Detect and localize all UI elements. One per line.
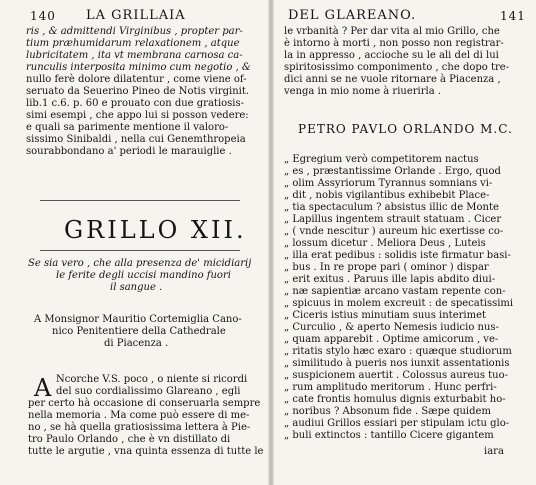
dedication-line: nico Penitentiere della Cathedrale	[52, 326, 226, 337]
body-line: per certo hà occasione di conseruarla sempre	[28, 398, 261, 409]
left-running-head	[0, 8, 268, 24]
chapter-title: GRILLO XII.	[64, 216, 247, 244]
right-running-title: DEL GLAREANO.	[288, 8, 417, 23]
catchword: iara	[484, 446, 504, 457]
latin-line: „ audiui Grillos essiari per stipulam ictu glo-	[284, 418, 510, 429]
latin-line: „ es , præstantissime Orlande . Ergo, quod	[284, 166, 501, 177]
latin-line: „ Egregium verò competitorem nactus	[284, 154, 479, 165]
left-top-line: sourabbondano a' periodi le marauiglie .	[26, 146, 232, 157]
left-top-line: ris , & admittendi Virginibus , propter par-	[26, 26, 243, 37]
right-top-line: la in appresso , accioche su le ali del di lui	[284, 50, 499, 61]
left-top-line: lib.1 c.6. p. 60 e prouato con due gratiosis-	[26, 98, 244, 109]
left-top-line: seruato da Seuerino Pineo de Notis virginit.	[26, 86, 250, 97]
left-top-line: runculis interposita minimo cum negotio , &	[26, 62, 251, 73]
latin-line: „ Curculio , & aperto Nemesis iudicio nus-	[284, 322, 499, 333]
dedication-line: di Piacenza .	[104, 338, 169, 349]
left-running-title: LA GRILLAIA	[86, 8, 186, 23]
latin-line: „ Lapillus ingentem strauit statuam . Cicer	[284, 214, 502, 225]
right-top-line: dici anni se ne vuole ritornare à Piacenza ,	[284, 74, 501, 85]
latin-line: „ lossum dicetur . Meliora Deus , Luteis	[284, 238, 486, 249]
latin-line: „ similitudo à pueris nos iunxit assentationis	[284, 358, 510, 369]
latin-line: „ suspicionem auertit . Colossus aureus tuo-	[284, 370, 508, 381]
body-line: tutte le argutie , vna quinta essenza di tutte le	[28, 446, 264, 457]
latin-line: „ ( vnde nescitur ) aureum hic exertisse co-	[284, 226, 504, 237]
body-line: tro Paulo Orlando , che è vn distillato di	[28, 434, 231, 445]
right-top-line: le vrbanità ? Per dar vita al mio Grillo, che	[284, 26, 500, 37]
latin-line: „ buli extinctos : tantillo Cicere gigantem	[284, 430, 494, 441]
dedication-line: A Monsignor Mauritio Cortemiglia Cano-	[34, 314, 242, 325]
latin-line: „ næ sapientiæ arcano vastam repente con-	[284, 286, 506, 297]
latin-line: „ ritatis stylo hæc exaro : quæque studiorum	[284, 346, 512, 357]
chapter-summary-line: il sangue .	[110, 282, 163, 293]
right-page	[274, 0, 536, 485]
latin-line: „ quam apparebit . Optime amicorum , ve-	[284, 334, 499, 345]
latin-line: „ bus . In re prope pari ( ominor ) dispar	[284, 262, 489, 273]
latin-line: „ Ciceris istius minutiam suus interimet	[284, 310, 487, 321]
latin-line: „ spicuus in molem excreuit : de specatissimi	[284, 298, 514, 309]
chapter-summary-line: le ferite degli uccisi mandino fuori	[56, 270, 231, 281]
chapter-rule-top	[40, 200, 240, 201]
left-top-line: simi esempi , che appo lui si posson vedere:	[26, 110, 249, 121]
left-page-number: 140	[30, 9, 56, 23]
left-top-line: sissimo Sinibaldi , nella cui Genemthropeia	[26, 134, 246, 145]
chapter-summary-line: Se sia vero , che alla presenza de' micidiarij	[28, 258, 252, 269]
left-top-line: e quali sa parimente mentione il valoro-	[26, 122, 229, 133]
body-line: Ncorche V.S. poco , o niente si ricordi	[56, 374, 248, 385]
left-top-line: tium præhumidarum relaxationem , atque	[26, 38, 240, 49]
body-line: del suo cordialissimo Glareano , egli	[56, 386, 241, 397]
left-top-line: lubricitatem , ita vt membrana carnosa ca-	[26, 50, 243, 61]
right-running-head	[274, 8, 536, 24]
latin-line: „ erit exitus . Paruus ille lapis abdito diui-	[284, 274, 496, 285]
body-line: no , se hà quella gratiosissima lettera à Pie-	[28, 422, 251, 433]
right-page-number: 141	[500, 9, 526, 23]
latin-line: „ dit , nobis vigilantibus exhibebit Place-	[284, 190, 490, 201]
left-top-line: nullo ferè dolore dilatentur , come viene of-	[26, 74, 247, 85]
latin-line: „ tia spectaculum ? absistus illic de Monte	[284, 202, 499, 213]
latin-line: „ rum amplitudo meritorum . Hunc perfri-	[284, 382, 497, 393]
right-top-line: venga in mio nome à riuerirla .	[284, 86, 442, 97]
body-line: nella memoria . Ma come può essere di me-	[28, 410, 250, 421]
chapter-rule-bottom	[40, 250, 240, 251]
latin-line: „ olim Assyriorum Tyrannus somnians vi-	[284, 178, 493, 189]
latin-line: „ noribus ? Absonum fide . Sæpe quidem	[284, 406, 491, 417]
letter-heading: PETRO PAVLO ORLANDO M.C.	[298, 122, 513, 136]
right-top-line: spiritosissimo componimento , che dopo tre-	[284, 62, 510, 73]
right-top-line: è intorno à morti , non posso non registrar-	[284, 38, 504, 49]
latin-line: „ illa erat pedibus : solidis iste firmatur basi-	[284, 250, 511, 261]
latin-line: „ cate frontis homulus dignis exturbabit ho-	[284, 394, 506, 405]
drop-cap: A	[34, 374, 52, 402]
